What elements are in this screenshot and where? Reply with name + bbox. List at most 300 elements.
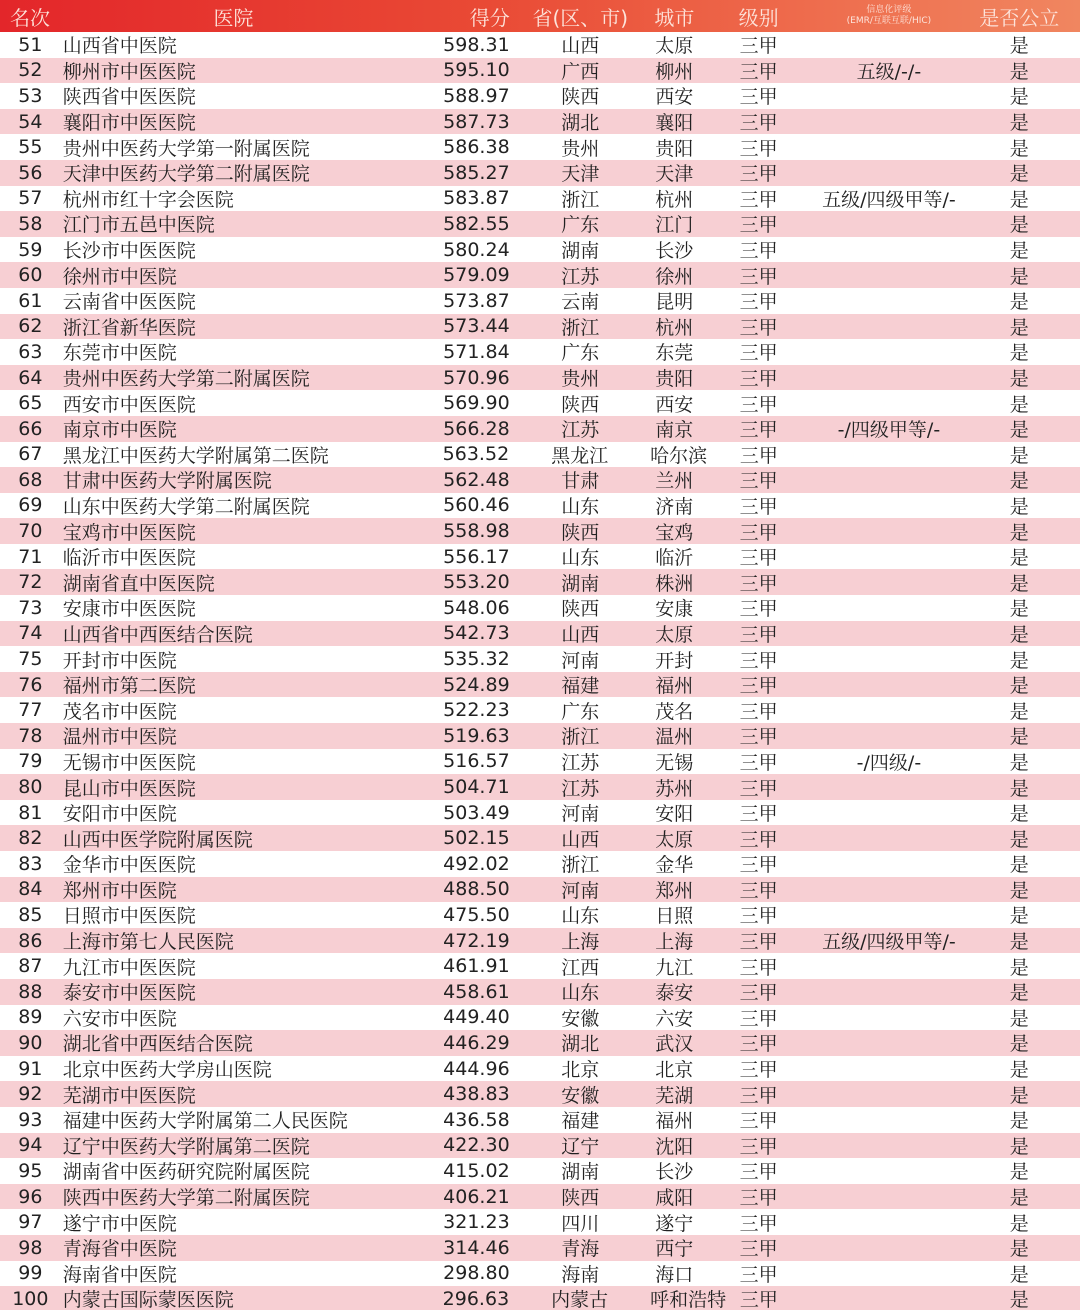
cell-public: 是	[1009, 982, 1029, 1005]
cell-rank: 70	[18, 520, 43, 543]
cell-city: 遂宁	[655, 1212, 694, 1235]
cell-level: 三甲	[739, 777, 778, 800]
cell-hospital: 辽宁中医药大学附属第二医院	[62, 1135, 310, 1158]
header-public: 是否公立	[979, 5, 1060, 30]
cell-level: 三甲	[739, 393, 778, 416]
cell-rank: 96	[18, 1185, 43, 1208]
cell-score: 475.50	[443, 903, 510, 926]
cell-hospital: 山西中医学院附属医院	[62, 828, 253, 851]
cell-province: 浙江	[561, 188, 600, 211]
cell-city: 西安	[655, 86, 694, 109]
cell-hospital: 襄阳市中医医院	[62, 112, 196, 135]
cell-hospital: 云南省中医医院	[62, 291, 196, 314]
cell-province: 北京	[561, 1059, 600, 1082]
cell-rank: 78	[18, 724, 43, 747]
cell-public: 是	[1009, 777, 1029, 800]
cell-level: 三甲	[739, 188, 778, 211]
cell-level: 三甲	[739, 265, 778, 288]
cell-public: 是	[1009, 214, 1029, 237]
cell-province: 安徽	[561, 1007, 600, 1030]
cell-city: 东莞	[655, 342, 694, 365]
cell-hospital: 北京中医药大学房山医院	[62, 1059, 272, 1082]
table-row	[0, 569, 1080, 595]
cell-public: 是	[1009, 956, 1029, 979]
cell-public: 是	[1009, 470, 1029, 493]
cell-city: 六安	[655, 1007, 694, 1030]
cell-province: 江苏	[561, 419, 600, 442]
header-level: 级别	[738, 5, 779, 30]
cell-hospital: 长沙市中医医院	[62, 240, 196, 263]
table-row	[0, 851, 1080, 877]
table-row	[0, 1056, 1080, 1082]
cell-province: 河南	[561, 879, 600, 902]
cell-province: 福建	[561, 1110, 600, 1133]
cell-level: 三甲	[739, 163, 778, 186]
cell-rank: 95	[18, 1159, 43, 1182]
cell-public: 是	[1009, 675, 1029, 698]
cell-hospital: 天津中医药大学第二附属医院	[62, 163, 310, 186]
cell-score: 492.02	[443, 852, 510, 875]
cell-level: 三甲	[739, 854, 778, 877]
cell-city: 杭州	[655, 188, 694, 211]
cell-hospital: 安康市中医医院	[62, 598, 196, 621]
cell-rank: 55	[18, 136, 43, 159]
cell-rank: 94	[18, 1134, 43, 1157]
cell-province: 四川	[561, 1212, 600, 1235]
table-row	[0, 32, 1080, 58]
cell-public: 是	[1009, 342, 1029, 365]
cell-city: 安阳	[655, 803, 694, 826]
cell-rank: 84	[18, 878, 43, 901]
cell-public: 是	[1009, 1110, 1029, 1133]
cell-city: 芜湖	[655, 1084, 694, 1107]
cell-city: 武汉	[655, 1033, 694, 1056]
cell-city: 沈阳	[655, 1135, 694, 1158]
cell-city: 长沙	[655, 240, 694, 263]
cell-city: 临沂	[655, 547, 694, 570]
cell-city: 徐州	[655, 265, 694, 288]
cell-score: 580.24	[443, 238, 510, 261]
cell-rank: 91	[18, 1057, 43, 1080]
cell-public: 是	[1009, 444, 1029, 467]
cell-level: 三甲	[739, 1187, 778, 1210]
cell-public: 是	[1009, 163, 1029, 186]
cell-public: 是	[1009, 572, 1029, 595]
cell-rank: 97	[18, 1211, 43, 1234]
table-header	[0, 0, 1080, 32]
header-hospital: 医院	[213, 5, 254, 30]
cell-province: 江苏	[561, 265, 600, 288]
cell-province: 陕西	[561, 1187, 600, 1210]
cell-city: 上海	[655, 931, 694, 954]
cell-public: 是	[1009, 240, 1029, 263]
cell-city: 无锡	[655, 751, 694, 774]
cell-city: 杭州	[655, 316, 694, 339]
cell-level: 三甲	[739, 547, 778, 570]
cell-score: 438.83	[443, 1083, 510, 1106]
cell-province: 广东	[561, 214, 600, 237]
table-row	[0, 493, 1080, 519]
cell-city: 温州	[655, 726, 694, 749]
cell-province: 江苏	[561, 751, 600, 774]
cell-score: 579.09	[443, 264, 510, 287]
cell-hospital: 金华市中医医院	[62, 854, 196, 877]
cell-hospital: 山西省中西医结合医院	[62, 623, 253, 646]
cell-level: 三甲	[739, 1161, 778, 1184]
cell-province: 河南	[561, 803, 600, 826]
cell-city: 呼和浩特	[650, 1289, 727, 1310]
cell-hospital: 陕西省中医医院	[62, 86, 196, 109]
cell-score: 519.63	[443, 724, 510, 747]
cell-rank: 68	[18, 468, 43, 491]
cell-province: 辽宁	[561, 1135, 600, 1158]
cell-province: 山西	[561, 828, 600, 851]
cell-province: 陕西	[561, 521, 600, 544]
cell-province: 山西	[561, 35, 600, 58]
cell-score: 488.50	[443, 878, 510, 901]
table-row	[0, 518, 1080, 544]
cell-level: 三甲	[739, 726, 778, 749]
cell-score: 522.23	[443, 699, 510, 722]
table-row	[0, 58, 1080, 84]
cell-province: 陕西	[561, 86, 600, 109]
cell-province: 山东	[561, 905, 600, 928]
table-row	[0, 160, 1080, 186]
cell-level: 三甲	[739, 419, 778, 442]
cell-province: 陕西	[561, 393, 600, 416]
table-row	[0, 134, 1080, 160]
cell-hospital: 徐州市中医院	[62, 265, 177, 288]
cell-rank: 72	[18, 571, 43, 594]
cell-province: 浙江	[561, 316, 600, 339]
cell-province: 贵州	[561, 368, 600, 391]
cell-rank: 89	[18, 1006, 43, 1029]
cell-public: 是	[1009, 265, 1029, 288]
cell-province: 广东	[561, 700, 600, 723]
cell-level: 三甲	[739, 291, 778, 314]
cell-level: 三甲	[739, 60, 778, 83]
cell-province: 湖北	[561, 112, 600, 135]
cell-level: 三甲	[739, 112, 778, 135]
cell-score: 571.84	[443, 340, 510, 363]
header-info-subtitle: (EMR/互联互联/HIC)	[846, 16, 932, 26]
cell-rank: 73	[18, 596, 43, 619]
cell-rank: 80	[18, 776, 43, 799]
cell-level: 三甲	[739, 1212, 778, 1235]
cell-province: 青海	[561, 1238, 600, 1261]
cell-rank: 87	[18, 955, 43, 978]
cell-public: 是	[1009, 547, 1029, 570]
cell-hospital: 杭州市红十字会医院	[62, 188, 234, 211]
cell-rank: 81	[18, 801, 43, 824]
cell-info-rating: 五级/四级甲等/-	[822, 931, 956, 954]
table-row	[0, 237, 1080, 263]
cell-level: 三甲	[739, 342, 778, 365]
cell-level: 三甲	[739, 598, 778, 621]
cell-info-rating: 五级/-/-	[856, 60, 922, 83]
cell-rank: 69	[18, 494, 43, 517]
table-row	[0, 314, 1080, 340]
cell-level: 三甲	[739, 982, 778, 1005]
cell-level: 三甲	[739, 1135, 778, 1158]
cell-rank: 82	[18, 827, 43, 850]
cell-province: 上海	[561, 931, 600, 954]
cell-score: 558.98	[443, 520, 510, 543]
cell-public: 是	[1009, 726, 1029, 749]
table-row	[0, 544, 1080, 570]
cell-public: 是	[1009, 1059, 1029, 1082]
cell-public: 是	[1009, 879, 1029, 902]
cell-city: 西宁	[655, 1238, 694, 1261]
cell-hospital: 福建中医药大学附属第二人民医院	[62, 1110, 348, 1133]
cell-rank: 53	[18, 84, 43, 107]
cell-score: 436.58	[443, 1108, 510, 1131]
table-row	[0, 928, 1080, 954]
cell-level: 三甲	[739, 828, 778, 851]
header-info-title: 信息化评级	[866, 5, 912, 15]
cell-level: 三甲	[739, 1263, 778, 1286]
cell-level: 三甲	[739, 649, 778, 672]
cell-rank: 60	[18, 264, 43, 287]
table-row	[0, 1107, 1080, 1133]
cell-rank: 79	[18, 750, 43, 773]
cell-city: 开封	[655, 649, 694, 672]
cell-city: 郑州	[655, 879, 694, 902]
cell-public: 是	[1009, 112, 1029, 135]
cell-hospital: 东莞市中医院	[62, 342, 177, 365]
cell-province: 广东	[561, 342, 600, 365]
cell-public: 是	[1009, 1289, 1029, 1310]
cell-hospital: 郑州市中医院	[62, 879, 177, 902]
cell-city: 日照	[655, 905, 694, 928]
cell-rank: 54	[18, 110, 43, 133]
cell-public: 是	[1009, 1007, 1029, 1030]
cell-public: 是	[1009, 905, 1029, 928]
cell-public: 是	[1009, 419, 1029, 442]
cell-city: 茂名	[655, 700, 694, 723]
cell-city: 安康	[655, 598, 694, 621]
table-row	[0, 442, 1080, 468]
cell-province: 浙江	[561, 854, 600, 877]
cell-score: 542.73	[443, 622, 510, 645]
cell-rank: 93	[18, 1108, 43, 1131]
cell-score: 406.21	[443, 1185, 510, 1208]
table-row	[0, 774, 1080, 800]
cell-city: 襄阳	[655, 112, 694, 135]
cell-score: 516.57	[443, 750, 510, 773]
cell-rank: 57	[18, 187, 43, 210]
table-row	[0, 646, 1080, 672]
cell-province: 山东	[561, 547, 600, 570]
cell-city: 贵阳	[655, 368, 694, 391]
cell-level: 三甲	[739, 1059, 778, 1082]
cell-public: 是	[1009, 803, 1029, 826]
table-row	[0, 390, 1080, 416]
cell-hospital: 海南省中医院	[62, 1263, 177, 1286]
cell-province: 江西	[561, 956, 600, 979]
cell-province: 陕西	[561, 598, 600, 621]
table-row	[0, 1235, 1080, 1261]
cell-public: 是	[1009, 316, 1029, 339]
cell-hospital: 内蒙古国际蒙医医院	[62, 1289, 234, 1310]
cell-city: 九江	[655, 956, 694, 979]
cell-province: 甘肃	[561, 470, 600, 493]
cell-score: 556.17	[443, 545, 510, 568]
cell-level: 三甲	[739, 803, 778, 826]
table-row	[0, 186, 1080, 212]
cell-hospital: 无锡市中医医院	[62, 751, 196, 774]
cell-hospital: 泰安市中医医院	[62, 982, 196, 1005]
cell-rank: 76	[18, 673, 43, 696]
cell-public: 是	[1009, 828, 1029, 851]
table-row	[0, 723, 1080, 749]
cell-public: 是	[1009, 1187, 1029, 1210]
cell-hospital: 日照市中医医院	[62, 905, 196, 928]
cell-level: 三甲	[739, 368, 778, 391]
cell-public: 是	[1009, 931, 1029, 954]
cell-hospital: 芜湖市中医医院	[62, 1084, 196, 1107]
cell-rank: 51	[18, 33, 43, 56]
cell-province: 湖北	[561, 1033, 600, 1056]
cell-score: 503.49	[443, 801, 510, 824]
cell-public: 是	[1009, 86, 1029, 109]
cell-public: 是	[1009, 188, 1029, 211]
cell-score: 573.87	[443, 289, 510, 312]
cell-hospital: 宝鸡市中医医院	[62, 521, 196, 544]
cell-score: 449.40	[443, 1006, 510, 1029]
cell-public: 是	[1009, 751, 1029, 774]
cell-hospital: 青海省中医院	[62, 1238, 177, 1261]
cell-rank: 56	[18, 161, 43, 184]
cell-rank: 65	[18, 392, 43, 415]
header-score: 得分	[469, 5, 510, 30]
cell-level: 三甲	[739, 956, 778, 979]
cell-city: 太原	[655, 35, 694, 58]
cell-rank: 58	[18, 212, 43, 235]
cell-hospital: 临沂市中医医院	[62, 547, 196, 570]
cell-hospital: 西安市中医医院	[62, 393, 196, 416]
cell-score: 595.10	[443, 59, 510, 82]
cell-province: 浙江	[561, 726, 600, 749]
table-row	[0, 339, 1080, 365]
cell-city: 株洲	[655, 572, 694, 595]
cell-level: 三甲	[739, 700, 778, 723]
table-row	[0, 979, 1080, 1005]
cell-score: 566.28	[443, 417, 510, 440]
cell-score: 585.27	[443, 161, 510, 184]
table-row	[0, 902, 1080, 928]
cell-level: 三甲	[739, 623, 778, 646]
cell-public: 是	[1009, 368, 1029, 391]
cell-city: 北京	[655, 1059, 694, 1082]
cell-city: 哈尔滨	[650, 444, 708, 467]
cell-score: 562.48	[443, 468, 510, 491]
table-row	[0, 697, 1080, 723]
cell-province: 河南	[561, 649, 600, 672]
cell-info-rating: 五级/四级甲等/-	[822, 188, 956, 211]
cell-hospital: 柳州市中医医院	[62, 60, 196, 83]
table-row	[0, 1158, 1080, 1184]
cell-province: 湖南	[561, 240, 600, 263]
cell-public: 是	[1009, 1084, 1029, 1107]
cell-province: 江苏	[561, 777, 600, 800]
cell-score: 598.31	[443, 33, 510, 56]
cell-score: 588.97	[443, 84, 510, 107]
table-row	[0, 1286, 1080, 1310]
cell-city: 贵阳	[655, 137, 694, 160]
cell-rank: 52	[18, 59, 43, 82]
cell-score: 504.71	[443, 776, 510, 799]
table-row	[0, 416, 1080, 442]
cell-score: 587.73	[443, 110, 510, 133]
cell-level: 三甲	[739, 1238, 778, 1261]
table-row	[0, 211, 1080, 237]
cell-level: 三甲	[739, 1289, 778, 1310]
cell-city: 海口	[655, 1263, 694, 1286]
cell-rank: 67	[18, 443, 43, 466]
cell-rank: 83	[18, 852, 43, 875]
cell-level: 三甲	[739, 1110, 778, 1133]
cell-city: 济南	[655, 495, 694, 518]
cell-level: 三甲	[739, 86, 778, 109]
cell-hospital: 安阳市中医院	[62, 803, 177, 826]
cell-rank: 92	[18, 1083, 43, 1106]
cell-city: 西安	[655, 393, 694, 416]
cell-rank: 99	[18, 1262, 43, 1285]
cell-public: 是	[1009, 598, 1029, 621]
cell-score: 444.96	[443, 1057, 510, 1080]
cell-score: 461.91	[443, 955, 510, 978]
cell-public: 是	[1009, 521, 1029, 544]
cell-info-rating: -/四级甲等/-	[837, 419, 941, 442]
header-city: 城市	[654, 5, 695, 30]
cell-score: 573.44	[443, 315, 510, 338]
cell-rank: 100	[12, 1287, 49, 1310]
table-row	[0, 595, 1080, 621]
cell-public: 是	[1009, 1161, 1029, 1184]
cell-level: 三甲	[739, 470, 778, 493]
cell-public: 是	[1009, 1263, 1029, 1286]
cell-level: 三甲	[739, 1084, 778, 1107]
cell-score: 535.32	[443, 648, 510, 671]
cell-score: 553.20	[443, 571, 510, 594]
cell-score: 298.80	[443, 1262, 510, 1285]
cell-public: 是	[1009, 854, 1029, 877]
table-body	[0, 32, 1080, 1310]
cell-score: 570.96	[443, 366, 510, 389]
cell-hospital: 九江市中医医院	[62, 956, 196, 979]
cell-hospital: 湖北省中西医结合医院	[62, 1033, 253, 1056]
cell-city: 福州	[655, 675, 694, 698]
cell-province: 黑龙江	[551, 444, 609, 467]
cell-city: 昆明	[655, 291, 694, 314]
cell-city: 咸阳	[655, 1187, 694, 1210]
cell-hospital: 温州市中医院	[62, 726, 177, 749]
cell-rank: 77	[18, 699, 43, 722]
cell-score: 569.90	[443, 392, 510, 415]
cell-rank: 98	[18, 1236, 43, 1259]
table-row	[0, 749, 1080, 775]
cell-rank: 74	[18, 622, 43, 645]
cell-level: 三甲	[739, 137, 778, 160]
cell-rank: 75	[18, 648, 43, 671]
table-row	[0, 467, 1080, 493]
table-row	[0, 288, 1080, 314]
cell-public: 是	[1009, 1212, 1029, 1235]
cell-hospital: 贵州中医药大学第一附属医院	[62, 137, 310, 160]
cell-level: 三甲	[739, 316, 778, 339]
cell-province: 山东	[561, 982, 600, 1005]
